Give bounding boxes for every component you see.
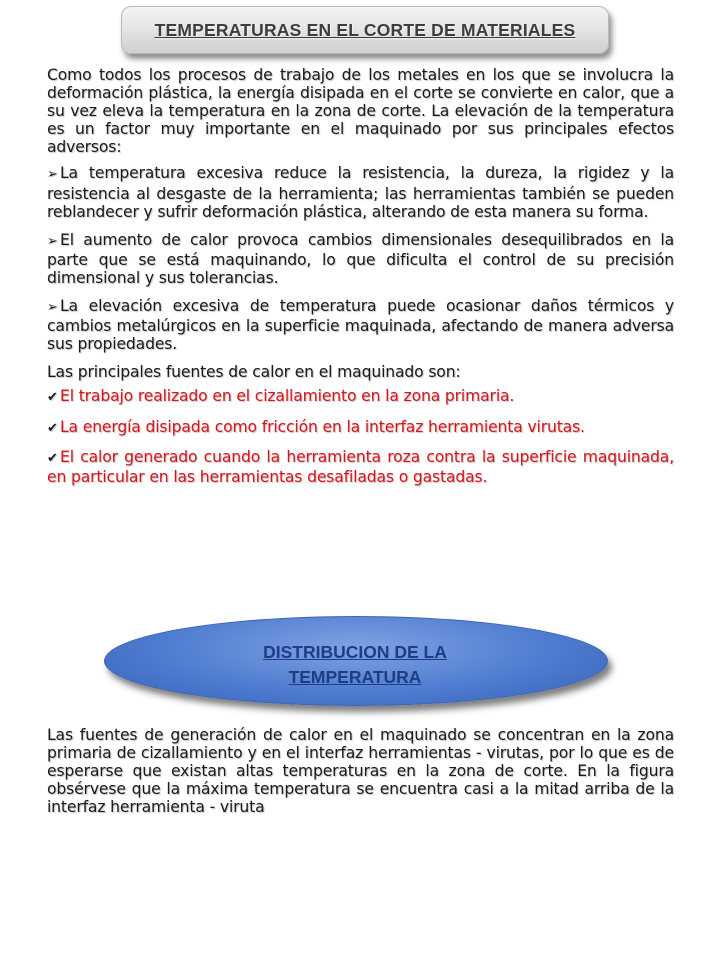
- effect-item: ➢ La elevación excesiva de temperatura puede ocasionar daños térmicos y cambios metalúrgicos en la superficie maquinada, afectando de manera adversa sus propiedades.: [47, 297, 674, 354]
- source-item: ✔ La energía disipada como fricción en la interfaz herramienta virutas.: [47, 418, 674, 438]
- arrow-bullet-icon: ➢: [47, 233, 58, 249]
- arrow-bullet-icon: ➢: [47, 167, 58, 183]
- effect-item: ➢ El aumento de calor provoca cambios dimensionales desequilibrados en la parte que se está maquinando, lo que dificulta el control de su precisión dimensional y sus tolerancias.: [47, 230, 674, 287]
- distribution-paragraph: Las fuentes de generación de calor en el maquinado se concentran en la zona primaria de cizallamiento y en el interfaz herramientas - virutas, por lo que es de esperarse que existan altas temperaturas en la zona de corte. En la figura obsérvese que la máxima temperatura se encuentra casi a la mitad arriba de la interfaz herramienta - viruta: [47, 725, 674, 816]
- effect-item: ➢ La temperatura excesiva reduce la resistencia, la dureza, la rigidez y la resistencia al desgaste de la herramienta; las herramientas también se pueden reblandecer y sufrir deformación plástica, alterando de esta manera su forma.: [47, 164, 674, 221]
- section-title: DISTRIBUCION DE LA TEMPERATURA: [263, 642, 447, 687]
- page-title: TEMPERATURAS EN EL CORTE DE MATERIALES: [154, 19, 576, 40]
- checkmark-icon: ✔: [47, 420, 58, 436]
- checkmark-icon: ✔: [47, 390, 58, 406]
- source-item: ✔ El calor generado cuando la herramienta roza contra la superficie maquinada, en particular en las herramientas desafiladas o gastadas.: [47, 447, 674, 486]
- arrow-bullet-icon: ➢: [47, 300, 58, 316]
- intro-paragraph: Como todos los procesos de trabajo de los metales en los que se involucra la deformación plástica, la energía disipada en el corte se convierte en calor, que a su vez eleva la temperatura en la zona de corte. La elevación de la temperatura es un factor muy importante en el maquinado por sus principales efectos adversos:: [47, 66, 674, 157]
- main-content: [47, 66, 674, 496]
- title-banner: [121, 6, 609, 54]
- sources-heading: Las principales fuentes de calor en el maquinado son:: [47, 363, 461, 382]
- checkmark-icon: ✔: [47, 450, 58, 466]
- source-item: ✔ El trabajo realizado en el cizallamiento en la zona primaria.: [47, 387, 674, 407]
